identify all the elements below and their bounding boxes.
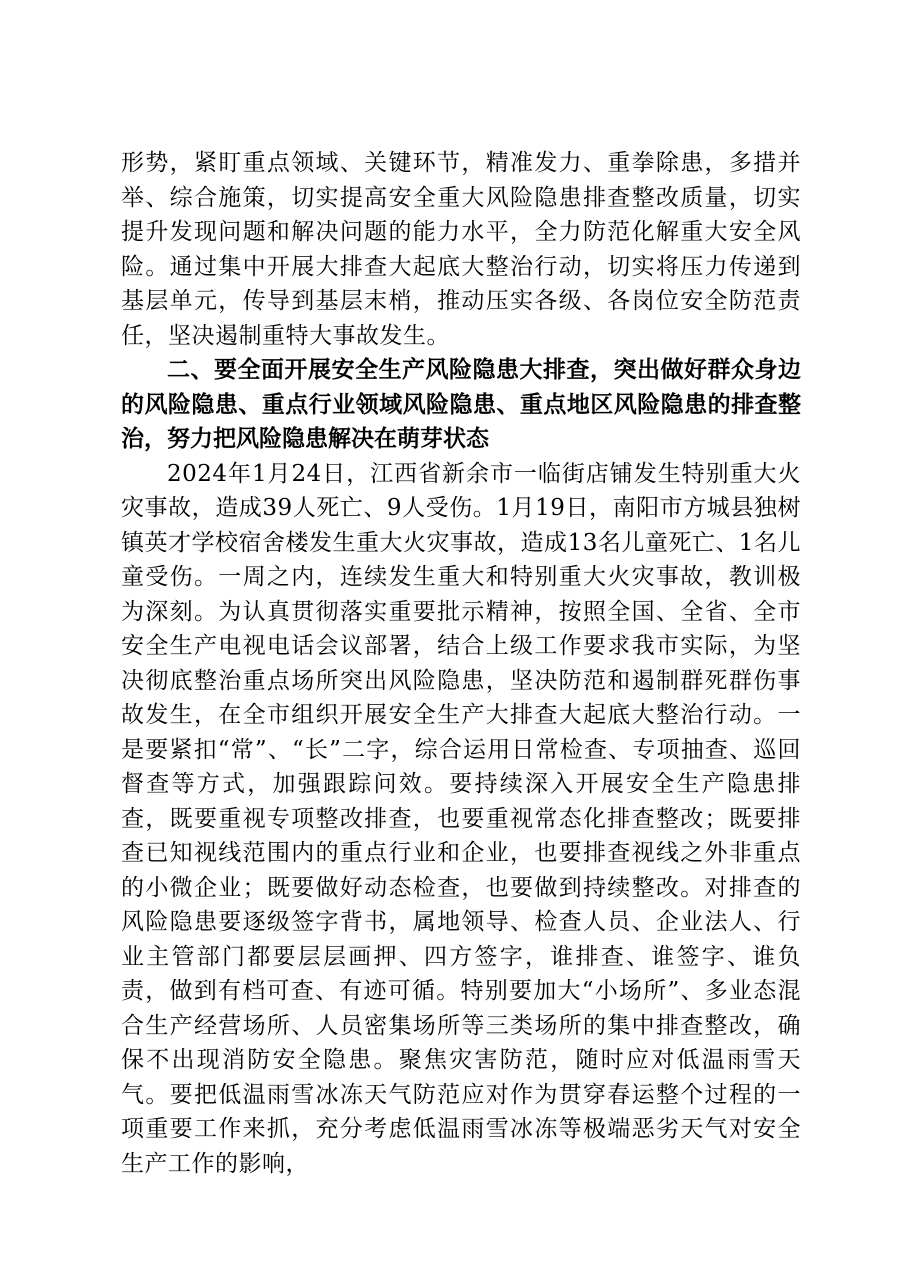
section-heading: 二、要全面开展安全生产风险隐患大排查，突出做好群众身边的风险隐患、重点行业领域风险隐患、重点地区风险隐患的排查整治，努力把风险隐患解决在萌芽状态: [121, 357, 801, 452]
document-page: [121, 146, 801, 1181]
continuation-paragraph: 形势，紧盯重点领域、关键环节，精准发力、重拳除患，多措并举、综合施策，切实提高安全重大风险隐患排查整改质量，切实提升发现问题和解决问题的能力水平，全力防范化解重大安全风险。通过集中开展大排查大起底大整治行动，切实将压力传递到基层单元，传导到基层末梢，推动压实各级、各岗位安全防范责任，坚决遏制重特大事故发生。: [121, 150, 801, 349]
body-paragraph: 2024年1月24日，江西省新余市一临街店铺发生特别重大火灾事故，造成39人死亡、9人受伤。1月19日，南阳市方城县独树镇英才学校宿舍楼发生重大火灾事故，造成13名儿童死亡、1名儿童受伤。一周之内，连续发生重大和特别重大火灾事故，教训极为深刻。为认真贯彻落实重要批示精神，按照全国、全省、全市安全生产电视电话会议部署，结合上级工作要求我市实际，为坚决彻底整治重点场所突出风险隐患，坚决防范和遏制群死群伤事故发生，在全市组织开展安全生产大排查大起底大整治行动。一是要紧扣“常”、“长”二字，综合运用日常检查、专项抽查、巡回督查等方式，加强跟踪问效。要持续深入开展安全生产隐患排查，既要重视专项整改排查，也要重视常态化排查整改；既要排查已知视线范围内的重点行业和企业，也要排查视线之外非重点的小微企业；既要做好动态检查，也要做到持续整改。对排查的风险隐患要逐级签字背书，属地领导、检查人员、企业法人、行业主管部门都要层层画押、四方签字，谁排查、谁签字、谁负责，做到有档可查、有迹可循。特别要加大“小场所”、多业态混合生产经营场所、人员密集场所等三类场所的集中排查整改，确保不出现消防安全隐患。聚焦灾害防范，随时应对低温雨雪天气。要把低温雨雪冰冻天气防范应对作为贯穿春运整个过程的一项重要工作来抓，充分考虑低温雨雪冰冻等极端恶劣天气对安全生产工作的影响，: [121, 460, 801, 1177]
